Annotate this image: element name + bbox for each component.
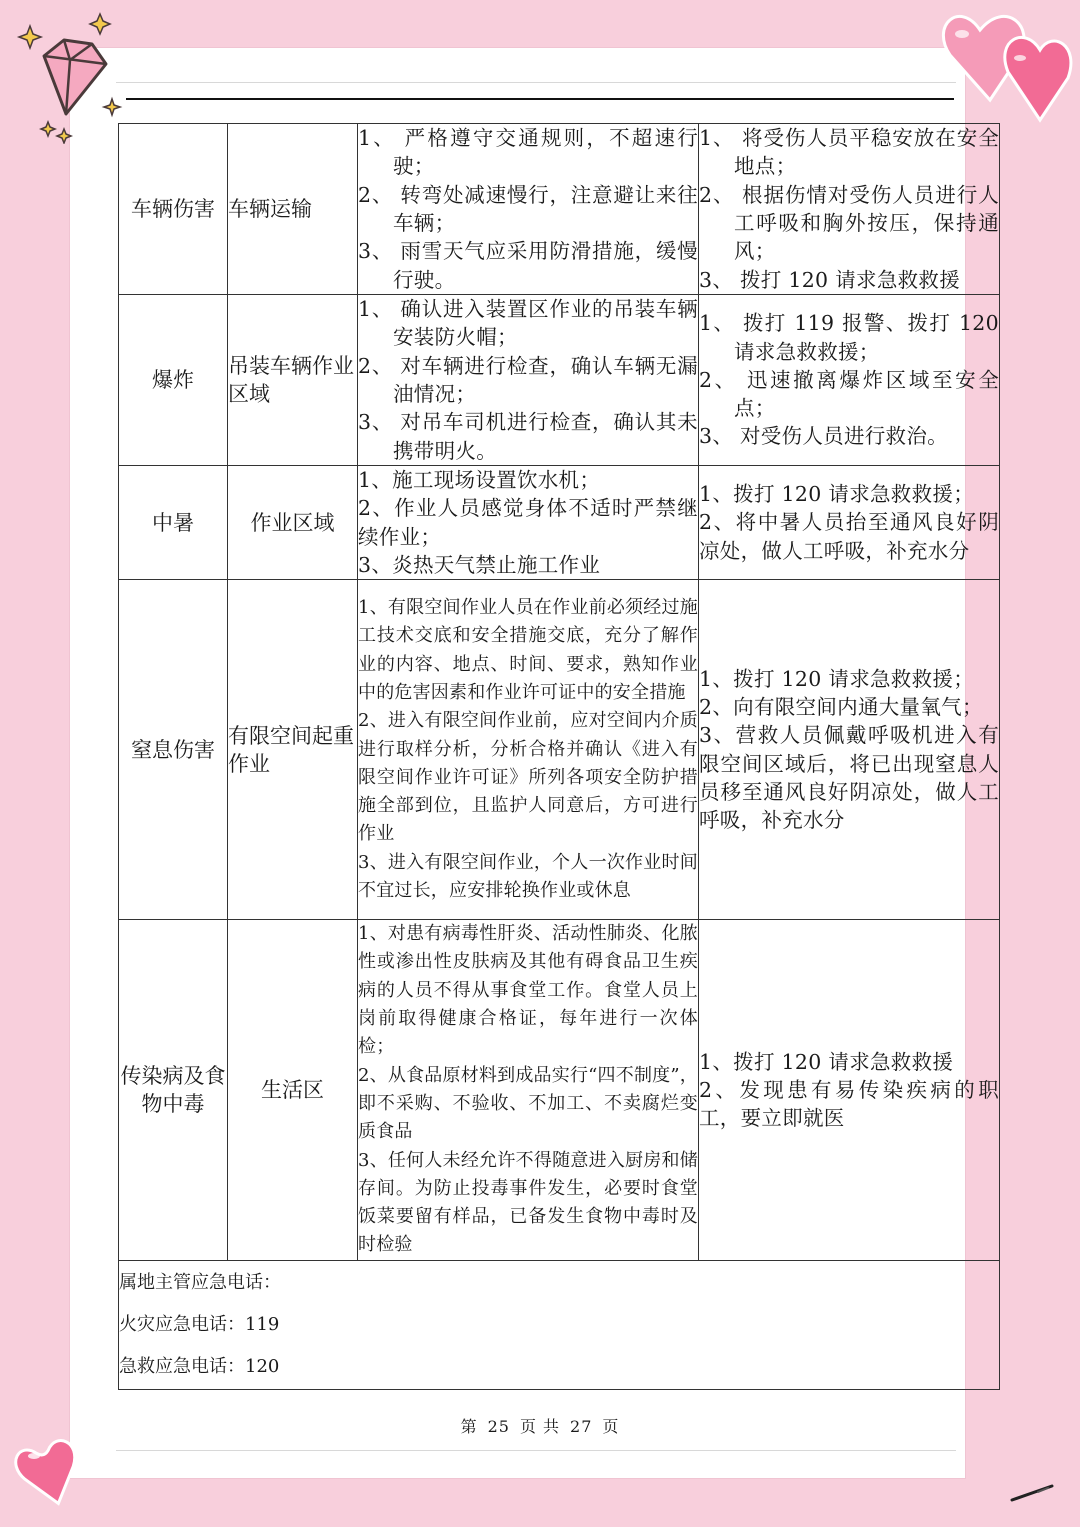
pen-icon	[1008, 1478, 1058, 1508]
emergency-item: 2、 根据伤情对受伤人员进行人工呼吸和胸外按压，保持通风；	[699, 182, 999, 264]
measure-item: 2、 转弯处减速慢行，注意避让来往车辆；	[358, 182, 698, 235]
page-label-mid: 页 共	[519, 1417, 561, 1436]
measure-item: 3、任何人未经允许不得随意进入厨房和储存间。为防止投毒事件发生，必要时食堂饭菜要留有样品，已备发生食物中毒时及时检验	[358, 1149, 698, 1256]
location-cell: 有限空间起重作业	[228, 580, 358, 920]
location-cell: 车辆运输	[228, 124, 358, 295]
measure-item: 2、从食品原材料到成品实行“四不制度”，即不采购、不验收、不加工、不卖腐烂变质食品	[358, 1064, 698, 1143]
table-row	[119, 124, 1000, 295]
emergency-item: 2、向有限空间内通大量氧气；	[699, 695, 983, 720]
measure-item: 2、 对车辆进行检查，确认车辆无漏油情况；	[358, 353, 698, 406]
emergency-item: 1、拨打 120 请求急救救援；	[699, 482, 975, 507]
page-label-suffix: 页	[602, 1417, 620, 1436]
emergency-item: 2、 迅速撤离爆炸区域至安全点；	[699, 367, 999, 421]
table-row	[119, 295, 1000, 466]
contact-local: 属地主管应急电话：	[119, 1271, 281, 1293]
contact-fire: 火灾应急电话：119	[119, 1313, 280, 1335]
measure-item: 3、进入有限空间作业，个人一次作业时间不宜过长，应安排轮换作业或休息	[358, 851, 698, 902]
emergency-cell	[699, 580, 1000, 920]
emergency-item: 3、 对受伤人员进行救治。	[699, 424, 948, 449]
emergency-item: 1、拨打 120 请求急救救援	[699, 1049, 954, 1074]
hazard-cell: 爆炸	[119, 295, 228, 466]
page-current: 25	[487, 1417, 510, 1436]
measure-item: 3、 对吊车司机进行检查，确认其未携带明火。	[358, 410, 698, 463]
contact-ambulance: 急救应急电话：120	[119, 1355, 280, 1377]
hazard-cell: 中暑	[119, 466, 228, 580]
measure-item: 2、进入有限空间作业前，应对空间内介质进行取样分析，分析合格并确认《进入有限空间作业许可证》所列各项安全防护措施全部到位，且监护人同意后，方可进行作业	[358, 710, 698, 845]
emergency-item: 3、 拨打 120 请求急救救援	[699, 267, 961, 292]
header-rule	[126, 98, 954, 100]
page-total: 27	[570, 1417, 593, 1436]
contacts-row	[119, 1260, 1000, 1389]
page-number	[0, 1414, 1080, 1437]
table-row	[119, 466, 1000, 580]
emergency-item: 3、营救人员佩戴呼吸机进入有限空间区域后，将已出现窒息人员移至通风良好阴凉处，做人工呼吸，补充水分	[699, 723, 999, 833]
location-cell: 生活区	[228, 920, 358, 1261]
emergency-item: 2、将中暑人员抬至通风良好阴凉处，做人工呼吸，补充水分	[699, 510, 999, 563]
emergency-item: 1、拨打 120 请求急救救援；	[699, 666, 975, 691]
emergency-item: 2、发现患有易传染疾病的职工，要立即就医	[699, 1077, 999, 1131]
page-label-prefix: 第	[460, 1417, 478, 1436]
location-cell: 吊装车辆作业区域	[228, 295, 358, 466]
measures-cell	[358, 295, 699, 466]
table-row	[119, 580, 1000, 920]
measures-cell	[358, 580, 699, 920]
emergency-item: 1、 拨打 119 报警、拨打 120 请求急救救援；	[699, 311, 999, 364]
diamond-icon	[14, 4, 124, 144]
measures-cell	[358, 920, 699, 1261]
safety-table	[118, 123, 1000, 1390]
measure-item: 1、施工现场设置饮水机；	[358, 468, 601, 492]
ruled-line	[116, 1450, 956, 1451]
measure-item: 2、作业人员感觉身体不适时严禁继续作业；	[358, 496, 698, 549]
hazard-cell: 车辆伤害	[119, 124, 228, 295]
emergency-cell	[699, 295, 1000, 466]
contacts-cell	[119, 1260, 1000, 1389]
emergency-cell	[699, 124, 1000, 295]
heart-icon	[14, 1432, 94, 1512]
measure-item: 3、 雨雪天气应采用防滑措施，缓慢行驶。	[358, 239, 698, 292]
measure-item: 1、 严格遵守交通规则，不超速行驶；	[358, 126, 698, 179]
emergency-cell	[699, 920, 1000, 1261]
measure-item: 1、 确认进入装置区作业的吊装车辆安装防火帽；	[358, 297, 698, 350]
measures-cell	[358, 466, 699, 580]
hearts-icon	[940, 0, 1080, 130]
emergency-item: 1、 将受伤人员平稳安放在安全地点；	[699, 126, 999, 179]
measures-cell	[358, 124, 699, 295]
measure-item: 1、对患有病毒性肝炎、活动性肺炎、化脓性或渗出性皮肤病及其他有碍食品卫生疾病的人员不得从事食堂工作。食堂人员上岗前取得健康合格证，每年进行一次体检；	[358, 923, 698, 1058]
table-row	[119, 920, 1000, 1261]
ruled-line	[116, 82, 956, 83]
emergency-cell	[699, 466, 1000, 580]
hazard-cell: 传染病及食物中毒	[119, 920, 228, 1261]
location-cell: 作业区域	[228, 466, 358, 580]
measure-item: 3、炎热天气禁止施工作业	[358, 552, 601, 577]
hazard-cell: 窒息伤害	[119, 580, 228, 920]
measure-item: 1、有限空间作业人员在作业前必须经过施工技术交底和安全措施交底，充分了解作业的内容、地点、时间、要求，熟知作业中的危害因素和作业许可证中的安全措施	[358, 597, 698, 703]
